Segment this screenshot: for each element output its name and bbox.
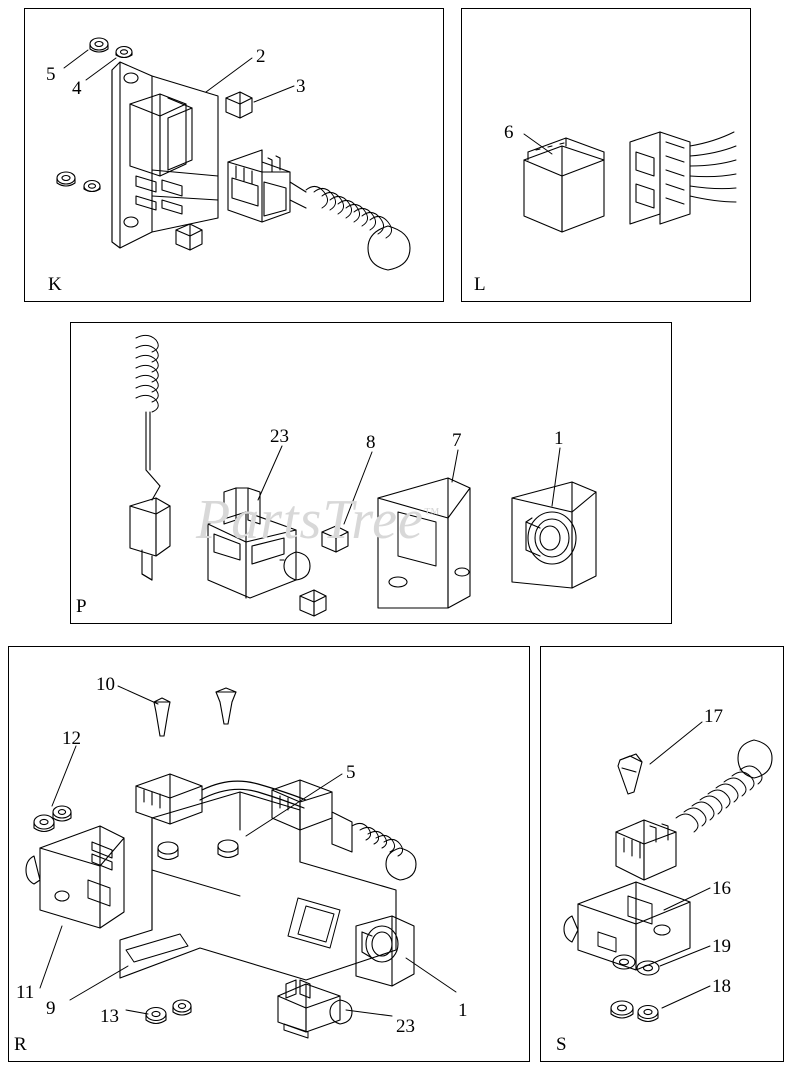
callout-r-11: 11 xyxy=(16,982,35,1003)
callout-r-5: 5 xyxy=(346,762,356,783)
panel-S xyxy=(540,646,784,1062)
panel-L xyxy=(461,8,751,302)
callout-r-13: 13 xyxy=(100,1006,119,1027)
callout-r-10: 10 xyxy=(96,674,115,695)
callout-s-18: 18 xyxy=(712,976,731,997)
panel-letter-L: L xyxy=(474,274,486,295)
watermark xyxy=(196,488,441,552)
callout-k-4: 4 xyxy=(72,78,82,99)
callout-p-1: 1 xyxy=(554,428,564,449)
callout-s-19: 19 xyxy=(712,936,731,957)
callout-s-16: 16 xyxy=(712,878,731,899)
callout-k-5: 5 xyxy=(46,64,56,85)
watermark-text: PartsTree xyxy=(196,489,424,551)
callout-r-23: 23 xyxy=(396,1016,415,1037)
panel-R xyxy=(8,646,530,1062)
callout-p-8: 8 xyxy=(366,432,376,453)
watermark-tm: ™ xyxy=(423,505,441,523)
callout-k-3: 3 xyxy=(296,76,306,97)
panel-P xyxy=(70,322,672,624)
panel-letter-P: P xyxy=(76,596,87,617)
panel-K xyxy=(24,8,444,302)
panel-letter-S: S xyxy=(556,1034,567,1055)
callout-p-23: 23 xyxy=(270,426,289,447)
callout-r-9: 9 xyxy=(46,998,56,1019)
callout-s-17: 17 xyxy=(704,706,723,727)
callout-r-1: 1 xyxy=(458,1000,468,1021)
panel-letter-R: R xyxy=(14,1034,27,1055)
callout-r-12: 12 xyxy=(62,728,81,749)
callout-l-6: 6 xyxy=(504,122,514,143)
callout-k-2: 2 xyxy=(256,46,266,67)
panel-letter-K: K xyxy=(48,274,62,295)
callout-p-7: 7 xyxy=(452,430,462,451)
